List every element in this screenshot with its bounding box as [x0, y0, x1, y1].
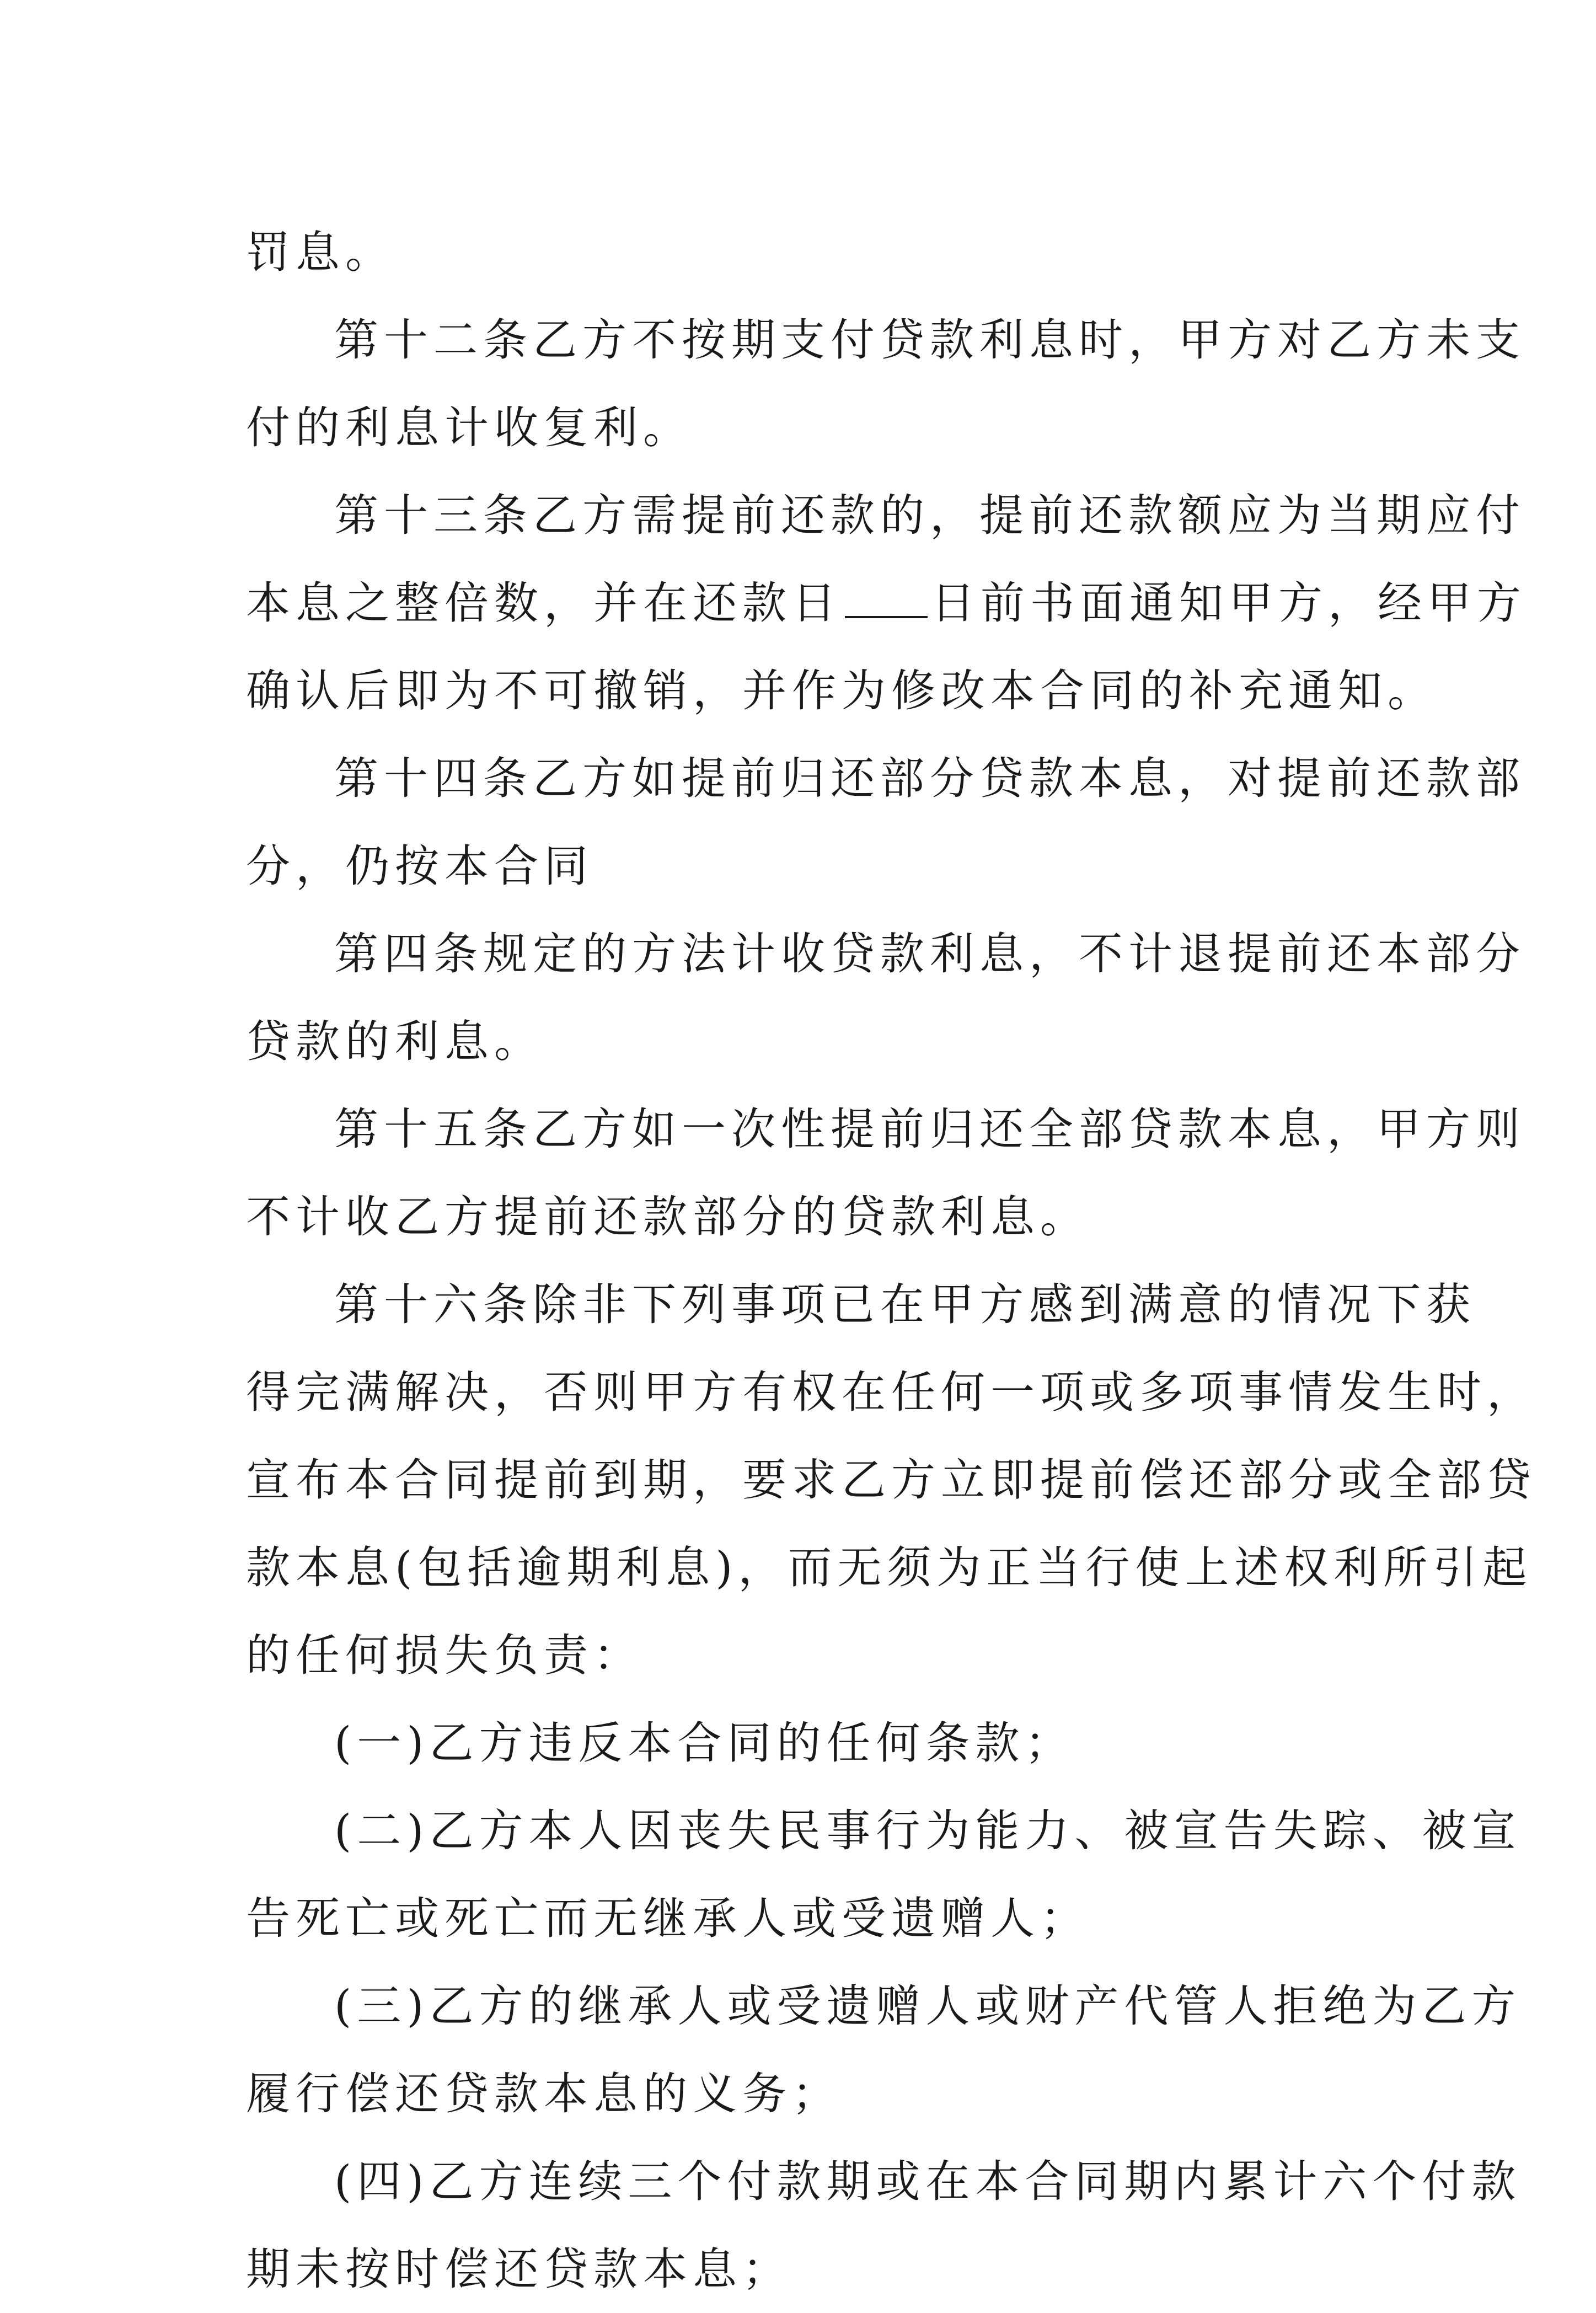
text-line: 确认后即为不可撤销，并作为修改本合同的补充通知。: [246, 665, 1437, 716]
blank-underline: [845, 584, 928, 618]
contract-body: [246, 208, 1536, 2313]
text-line: 第四条规定的方法计收贷款利息，不计退提前还本部分: [334, 928, 1525, 979]
text-line: (四)乙方连续三个付款期或在本合同期内累计六个付款: [334, 2156, 1522, 2207]
text-line: 罚息。: [246, 227, 395, 278]
text-line: (二)乙方本人因丧失民事行为能力、被宣告失踪、被宣: [334, 1805, 1522, 1856]
text-line: (一)乙方违反本合同的任何条款；: [334, 1717, 1075, 1769]
text-line: 第十二条乙方不按期支付贷款利息时，甲方对乙方未支: [334, 314, 1525, 366]
text-line: 第十三条乙方需提前还款的，提前还款额应为当期应付: [334, 490, 1525, 541]
text-line: 第十六条除非下列事项已在甲方感到满意的情况下获: [334, 1279, 1476, 1330]
text-line: 期未按时偿还贷款本息；: [246, 2244, 792, 2295]
text-line: 贷款的利息。: [246, 1016, 544, 1067]
text-line: 第十四条乙方如提前归还部分贷款本息，对提前还款部: [334, 753, 1525, 804]
text-line: 宣布本合同提前到期，要求乙方立即提前偿还部分或全部贷: [246, 1454, 1536, 1506]
text-line: 的任何损失负责：: [246, 1630, 643, 1681]
text-line: 告死亡或死亡而无继承人或受遗赠人；: [246, 1893, 1090, 1944]
text-line: 履行偿还贷款本息的义务；: [246, 2068, 842, 2119]
text-line: 不计收乙方提前还款部分的贷款利息。: [246, 1191, 1090, 1243]
text-line: 第十五条乙方如一次性提前归还全部贷款本息，甲方则: [334, 1104, 1525, 1155]
text-line-with-blank: [246, 559, 1527, 647]
text-line: 得完满解决，否则甲方有权在任何一项或多项事情发生时，: [246, 1367, 1536, 1418]
text-line: 款本息(包括逾期利息)，而无须为正当行使上述权利所引起: [246, 1542, 1533, 1593]
text-segment: 本息之整倍数，并在还款日: [246, 577, 842, 629]
text-line: 分，仍按本合同: [246, 840, 593, 892]
text-line: 付的利息计收复利。: [246, 402, 693, 453]
text-segment: 日前书面通知甲方，经甲方: [931, 577, 1527, 629]
text-line: (三)乙方的继承人或受遗赠人或财产代管人拒绝为乙方: [334, 1980, 1522, 2032]
